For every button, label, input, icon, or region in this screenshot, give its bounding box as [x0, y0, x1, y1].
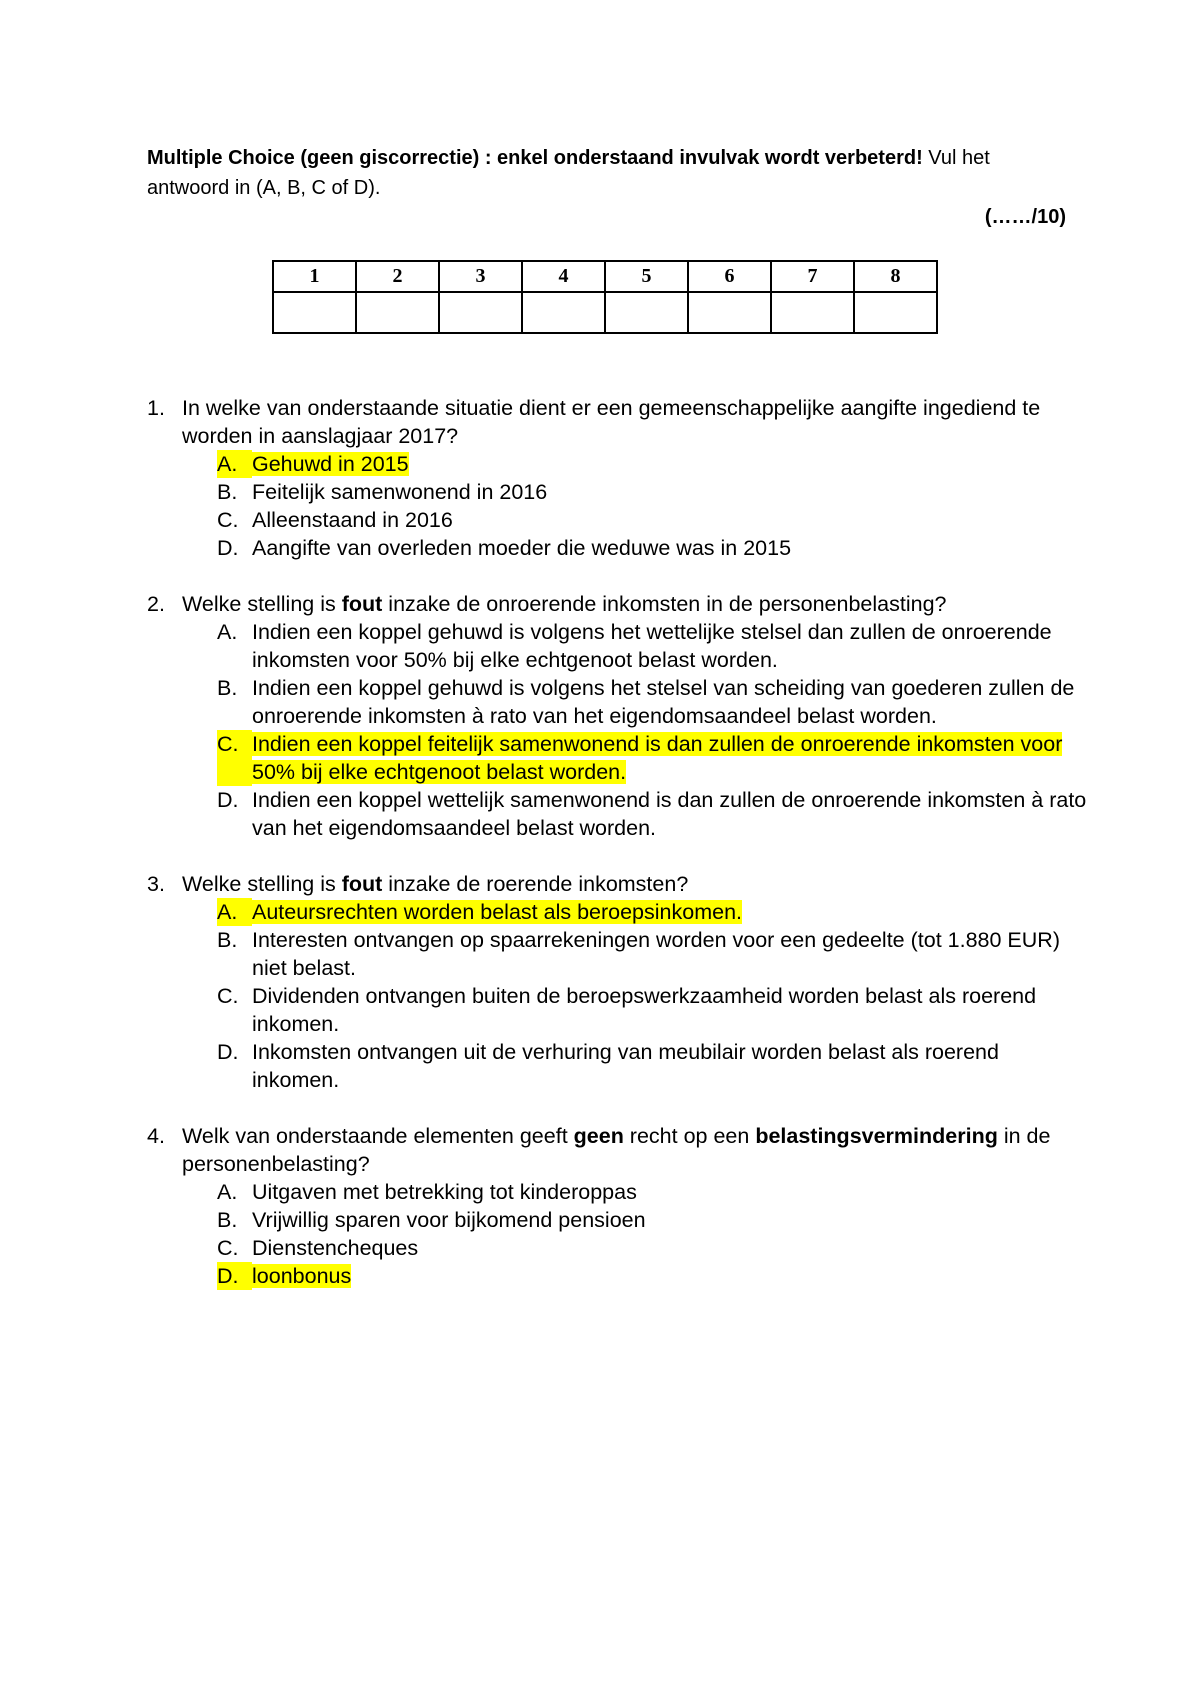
question-text-part: Welke stelling is — [182, 872, 342, 896]
answer-option — [217, 534, 1087, 562]
option-text: Indien een koppel feitelijk samenwonend is dan zullen de onroerende inkomsten voor 50% bij elke echtgenoot belast worden. — [252, 732, 1063, 784]
question-text-bold: geen — [573, 1124, 624, 1148]
answer-table-input-row — [273, 292, 937, 333]
answer-option-highlighted — [217, 898, 1087, 926]
option-text: Indien een koppel gehuwd is volgens het wettelijke stelsel dan zullen de onroerende inkomsten voor 50% bij elke echtgenoot belast worden. — [252, 620, 1052, 672]
answer-column-header: 2 — [356, 261, 439, 292]
answer-option-highlighted — [217, 450, 1087, 478]
answer-column-header: 4 — [522, 261, 605, 292]
question-text: In welke van onderstaande situatie dient er een gemeenschappelijke aangifte ingediend te worden in aanslagjaar 2017? — [182, 396, 1041, 448]
question-text-part: in de personenbelasting? — [182, 1124, 1051, 1176]
answer-table-header-row — [273, 261, 937, 292]
answer-input-cell[interactable] — [356, 292, 439, 333]
option-letter: B. — [217, 676, 238, 700]
answer-column-header: 7 — [771, 261, 854, 292]
option-letter: A. — [217, 620, 238, 644]
option-text-container — [252, 982, 1087, 1038]
answer-option — [217, 618, 1087, 674]
option-letter: B. — [217, 928, 238, 952]
option-list — [217, 1178, 1087, 1290]
question-number: 1. — [147, 396, 165, 420]
option-text-container — [252, 1206, 1087, 1234]
question-text — [182, 870, 1087, 898]
option-letter: B. — [217, 1208, 238, 1232]
answer-option — [217, 506, 1087, 534]
instructions — [147, 143, 1067, 203]
option-text: Aangifte van overleden moeder die weduwe was in 2015 — [252, 536, 792, 560]
answer-option-highlighted — [217, 1262, 1087, 1290]
option-text: loonbonus — [252, 1264, 352, 1288]
option-letter: A. — [217, 898, 252, 926]
instructions-normal: Vul het antwoord in (A, B, C of D). — [147, 147, 990, 199]
option-letter: C. — [217, 508, 239, 532]
option-letter: B. — [217, 480, 238, 504]
question-text-part: Welke stelling is — [182, 592, 342, 616]
answer-input-cell[interactable] — [439, 292, 522, 333]
option-letter: A. — [217, 1180, 238, 1204]
option-letter: D. — [217, 788, 239, 812]
question-number: 3. — [147, 872, 165, 896]
instructions-bold: Multiple Choice (geen giscorrectie) : enkel onderstaand invulvak wordt verbeterd! — [147, 147, 923, 169]
question-text — [182, 1122, 1087, 1178]
option-text: Vrijwillig sparen voor bijkomend pensioen — [252, 1208, 646, 1232]
option-text: Dividenden ontvangen buiten de beroepswerkzaamheid worden belast als roerend inkomen. — [252, 984, 1037, 1036]
question-text-part: Welk van onderstaande elementen geeft — [182, 1124, 574, 1148]
answer-option — [217, 1038, 1087, 1094]
question-list — [147, 394, 1087, 1318]
answer-column-header: 8 — [854, 261, 937, 292]
option-letter: C. — [217, 984, 239, 1008]
answer-option — [217, 1178, 1087, 1206]
option-text-container — [252, 618, 1087, 674]
option-text: Inkomsten ontvangen uit de verhuring van meubilair worden belast als roerend inkomen. — [252, 1040, 999, 1092]
score-label: (……/10) — [984, 206, 1066, 228]
question-3 — [147, 870, 1087, 1094]
answer-input-cell[interactable] — [771, 292, 854, 333]
answer-input-cell[interactable] — [605, 292, 688, 333]
option-text: Feitelijk samenwonend in 2016 — [252, 480, 548, 504]
option-letter: C. — [217, 730, 252, 786]
answer-input-cell[interactable] — [688, 292, 771, 333]
option-text: Indien een koppel wettelijk samenwonend is dan zullen de onroerende inkomsten à rato van het eigendomsaandeel belast worden. — [252, 788, 1087, 840]
option-text: Interesten ontvangen op spaarrekeningen worden voor een gedeelte (tot 1.880 EUR) niet belast. — [252, 928, 1060, 980]
question-text-part: recht op een — [623, 1124, 756, 1148]
answer-option — [217, 1206, 1087, 1234]
answer-column-header: 3 — [439, 261, 522, 292]
answer-input-cell[interactable] — [522, 292, 605, 333]
option-letter: D. — [217, 1262, 252, 1290]
option-text-container — [252, 674, 1087, 730]
option-text: Dienstencheques — [252, 1236, 419, 1260]
question-text-bold: fout — [341, 872, 383, 896]
option-text-container — [252, 1262, 1087, 1290]
question-number: 4. — [147, 1124, 165, 1148]
answer-option — [217, 926, 1087, 982]
question-text-bold: fout — [341, 592, 383, 616]
answer-table — [272, 260, 938, 334]
option-list — [217, 450, 1087, 562]
question-text-bold: belastingsvermindering — [755, 1124, 998, 1148]
answer-column-header: 5 — [605, 261, 688, 292]
option-text-container — [252, 786, 1087, 842]
option-text-container — [252, 1178, 1087, 1206]
answer-option — [217, 674, 1087, 730]
option-text: Auteursrechten worden belast als beroepsinkomen. — [252, 900, 743, 924]
answer-option — [217, 478, 1087, 506]
question-number: 2. — [147, 592, 165, 616]
option-text: Alleenstaand in 2016 — [252, 508, 453, 532]
option-letter: D. — [217, 536, 239, 560]
question-text-part: inzake de onroerende inkomsten in de personenbelasting? — [382, 592, 947, 616]
option-text-container — [252, 506, 1087, 534]
answer-input-cell[interactable] — [854, 292, 937, 333]
question-2 — [147, 590, 1087, 842]
option-text-container — [252, 926, 1087, 982]
option-letter: C. — [217, 1236, 239, 1260]
option-letter: D. — [217, 1040, 239, 1064]
option-text: Uitgaven met betrekking tot kinderoppas — [252, 1180, 637, 1204]
answer-column-header: 1 — [273, 261, 356, 292]
option-text-container — [252, 450, 1087, 478]
answer-option — [217, 786, 1087, 842]
option-list — [217, 618, 1087, 842]
question-text — [182, 590, 1087, 618]
option-text-container — [252, 898, 1087, 926]
option-text-container — [252, 730, 1087, 786]
answer-option-highlighted — [217, 730, 1087, 786]
option-text-container — [252, 1234, 1087, 1262]
answer-column-header: 6 — [688, 261, 771, 292]
option-text: Gehuwd in 2015 — [252, 452, 409, 476]
option-text-container — [252, 534, 1087, 562]
question-1 — [147, 394, 1087, 562]
answer-input-cell[interactable] — [273, 292, 356, 333]
option-text-container — [252, 1038, 1087, 1094]
question-text-part: inzake de roerende inkomsten? — [382, 872, 689, 896]
answer-option — [217, 982, 1087, 1038]
option-list — [217, 898, 1087, 1094]
option-text: Indien een koppel gehuwd is volgens het stelsel van scheiding van goederen zullen de onroerende inkomsten à rato van het eigendomsaandeel belast worden. — [252, 676, 1075, 728]
answer-option — [217, 1234, 1087, 1262]
option-letter: A. — [217, 450, 252, 478]
option-text-container — [252, 478, 1087, 506]
question-4 — [147, 1122, 1087, 1290]
